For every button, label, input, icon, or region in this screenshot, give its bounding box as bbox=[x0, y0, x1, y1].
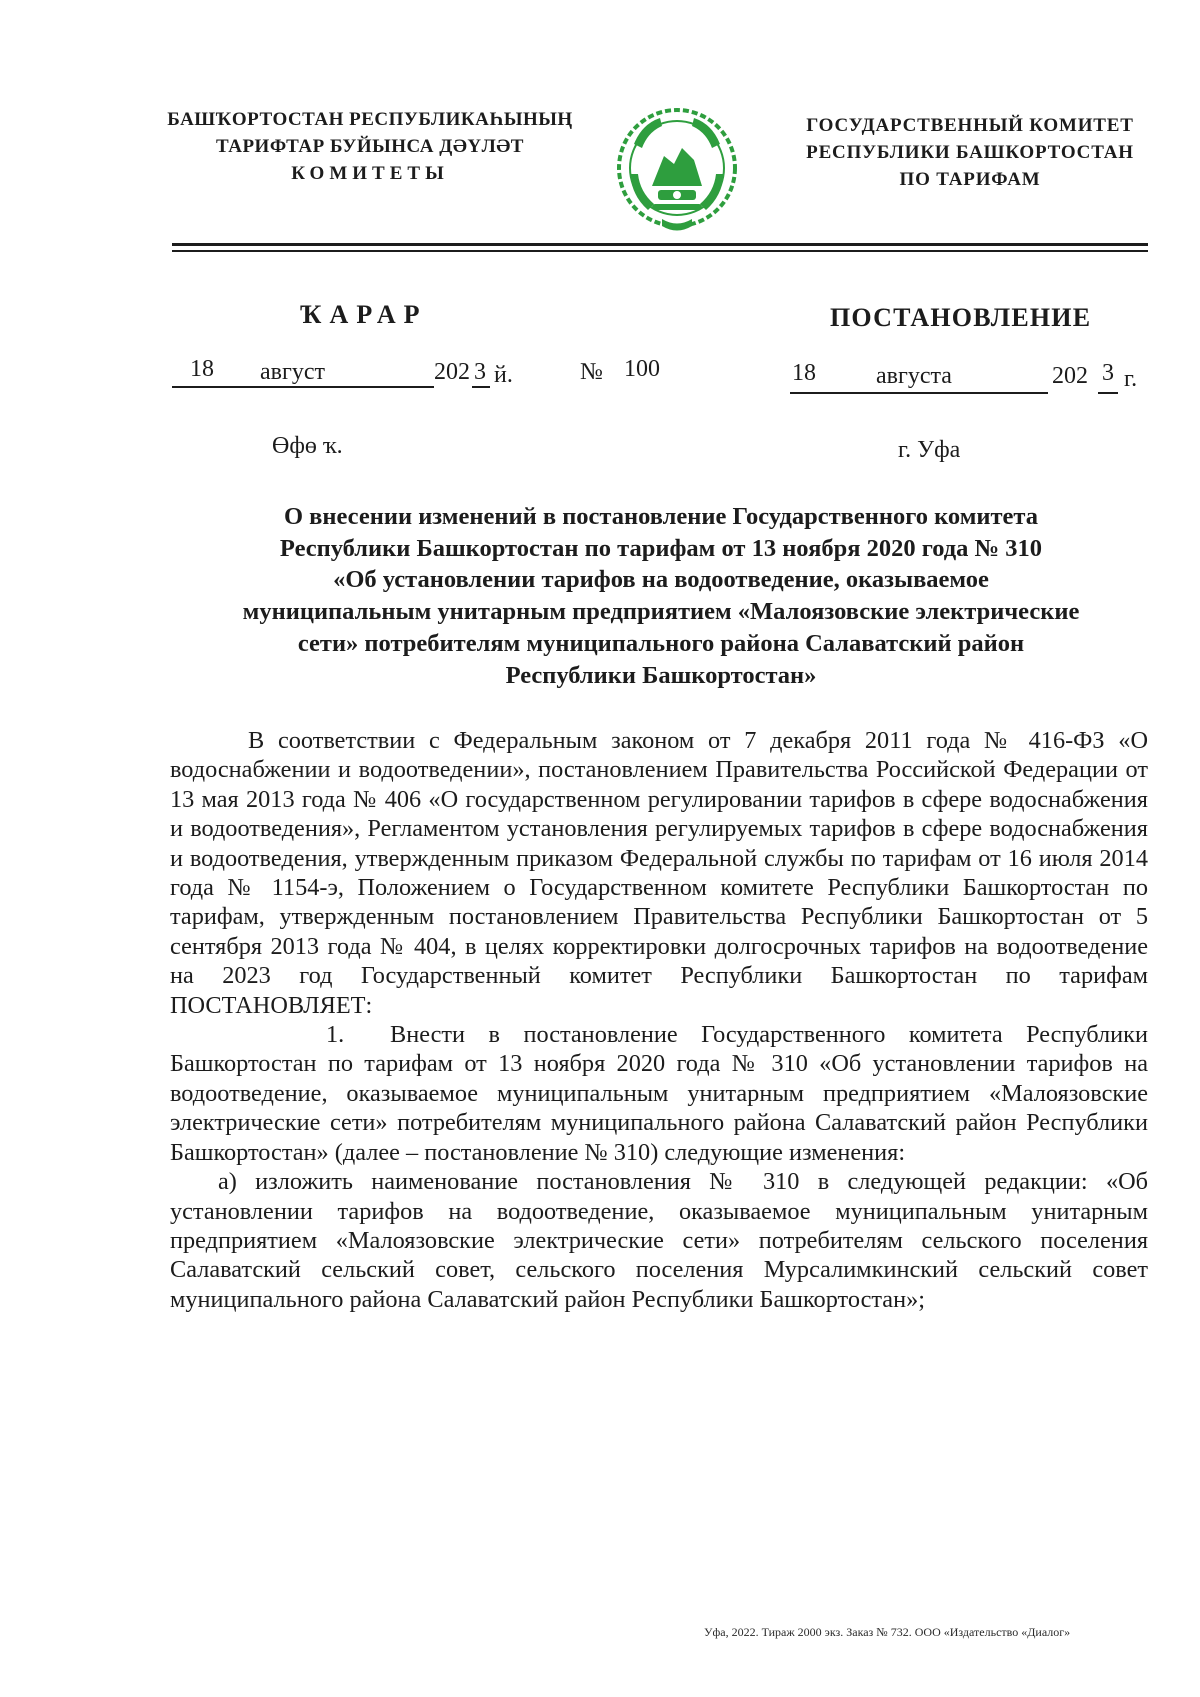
document-body bbox=[170, 726, 1148, 1314]
header-left-line1: БАШҠОРТОСТАН РЕСПУБЛИКАҺЫНЫҢ bbox=[167, 109, 573, 130]
date-right-year-underline bbox=[1098, 392, 1118, 394]
title-line-1: О внесении изменений в постановление Государственного комитета bbox=[283, 503, 1039, 530]
paragraph-intro: В соответствии с Федеральным законом от 7 декабря 2011 года № 416-ФЗ «О водоснабжении и водоотведении», постановлением Правительства Российской Федерации от 13 мая 2013 года № 406 «О государственном регулировании тарифов в сфере водоснабжения и водоотведения», Регламентом установления регулируемых тарифов в сфере водоснабжения и водоотведения, утвержденным приказом Федеральной службы по тарифам от 16 июля 2014 года № 1154-э, Положением о Государственном комитете Республики Башкортостан по тарифам, утвержденным постановлением Правительства Республики Башкортостан от 5 сентября 2013 года № 404, в целях корректировки долгосрочных тарифов на водоотведение на 2023 год Государственный комитет Республики Башкортостан по тарифам ПОСТАНОВЛЯЕТ: bbox=[170, 727, 1148, 1019]
paragraph-1-number: 1. bbox=[326, 1021, 345, 1049]
date-left-year-underline bbox=[472, 386, 490, 388]
header-right-line1: ГОСУДАРСТВЕННЫЙ КОМИТЕТ bbox=[806, 115, 1134, 136]
header-divider-thin bbox=[172, 250, 1148, 252]
date-right-year-digit: 3 bbox=[1102, 360, 1114, 386]
paragraph-1 bbox=[170, 1020, 1148, 1167]
header-left-line3: КОМИТЕТЫ bbox=[291, 163, 449, 184]
title-line-4: муниципальным унитарным предприятием «Малоязовские электрические bbox=[242, 598, 1080, 626]
city-russian: г. Уфа bbox=[898, 437, 961, 463]
title-line-2: Республики Башкортостан по тарифам от 13 ноября 2020 года № 310 bbox=[279, 534, 1043, 562]
paragraph-a: а) изложить наименование постановления № 310 в следующей редакции: «Об установлении тарифов на водоотведение, оказываемое муниципальным унитарным предприятием «Малоязовские электрические сети» потребителям сельского поселения Салаватский сельский совет, сельского поселения Мурсалимкинский сельский совет муниципального района Салаватский район Республики Башкортостан»; bbox=[170, 1168, 1148, 1313]
coat-of-arms-emblem bbox=[612, 104, 742, 239]
title-line-6: Республики Башкортостан» bbox=[505, 661, 817, 689]
date-left-year-prefix: 202 bbox=[434, 359, 470, 385]
date-left-month: август bbox=[260, 359, 325, 385]
date-left-underline bbox=[172, 386, 434, 388]
header-right-line3: ПО ТАРИФАМ bbox=[899, 169, 1041, 190]
date-right-day: 18 bbox=[792, 360, 816, 386]
title-line-5: сети» потребителям муниципального района Салаватский район bbox=[297, 629, 1025, 657]
print-footer: Уфа, 2022. Тираж 2000 экз. Заказ № 732. ООО «Издательство «Диалог» bbox=[704, 1625, 1071, 1639]
header-right-russian bbox=[770, 112, 1170, 193]
city-bashkir: Өфө ҡ. bbox=[272, 433, 343, 459]
header-right-line2: РЕСПУБЛИКИ БАШКОРТОСТАН bbox=[806, 142, 1134, 163]
paragraph-1-text: Внести в постановление Государственного комитета Республики Башкортостан по тарифам от 13 ноября 2020 года № 310 «Об установлении тарифов на водоотведение, оказываемое муниципальным унитарным предприятием «Малоязовские электрические сети» потребителям муниципального района Салаватский район Республики Башкортостан» (далее – постановление № 310) следующие изменения: bbox=[170, 1021, 1148, 1166]
header-divider-thick bbox=[172, 243, 1148, 246]
number-sign: № bbox=[580, 359, 603, 385]
title-line-3: «Об установлении тарифов на водоотведение, оказываемое bbox=[333, 566, 989, 594]
date-left-suffix: й. bbox=[494, 362, 513, 388]
date-right-suffix: г. bbox=[1124, 366, 1138, 392]
document-title bbox=[160, 501, 1162, 691]
date-left-year-digit: 3 bbox=[474, 359, 486, 385]
number-value: 100 bbox=[624, 356, 660, 382]
header-left-bashkir bbox=[150, 106, 590, 187]
header-left-line2: ТАРИФТАР БУЙЫНСА ДӘҮЛӘТ bbox=[216, 136, 524, 157]
date-right-year-prefix: 202 bbox=[1052, 363, 1088, 389]
doc-type-bashkir: ҠАРАР bbox=[300, 300, 428, 329]
date-right-month: августа bbox=[876, 363, 952, 389]
date-left-day: 18 bbox=[190, 356, 214, 382]
date-right-underline bbox=[790, 392, 1048, 394]
doc-type-russian: ПОСТАНОВЛЕНИЕ bbox=[830, 303, 1092, 332]
